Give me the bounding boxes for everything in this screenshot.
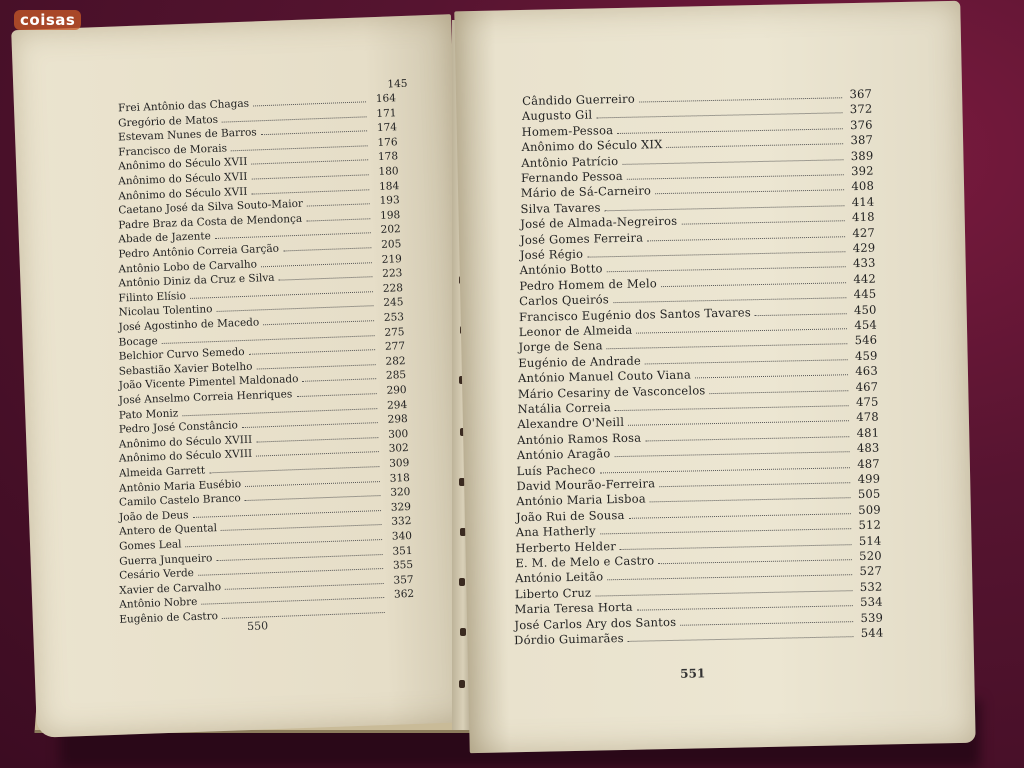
- leader-dots: [650, 498, 851, 503]
- entry-page: 300: [387, 427, 409, 441]
- entry-page: 539: [860, 610, 884, 625]
- entry-page: 512: [858, 517, 882, 533]
- entry-page: 387: [850, 132, 874, 148]
- binding-hole: [460, 628, 466, 636]
- left-page: [11, 14, 477, 738]
- leader-dots: [221, 524, 382, 531]
- leader-dots: [201, 597, 384, 605]
- entry-page: 298: [387, 413, 408, 426]
- entry-author: Sebastião Xavier Botelho: [118, 360, 253, 378]
- entry-author: Francisco Eugénio dos Santos Tavares: [518, 304, 751, 324]
- entry-author: Camilo Castelo Branco: [118, 492, 241, 509]
- entry-author: Francisco de Morais: [117, 142, 228, 159]
- entry-author: Filinto Elísio: [118, 289, 187, 305]
- entry-author: Antônio Maria Eusébio: [118, 477, 242, 495]
- entry-page: 302: [388, 442, 409, 456]
- leader-dots: [225, 583, 384, 590]
- leader-dots: [620, 544, 852, 550]
- leader-dots: [242, 422, 378, 428]
- entry-author: Estevam Nunes de Barros: [117, 126, 257, 144]
- leader-dots: [215, 233, 371, 240]
- entry-page: 433: [852, 256, 876, 271]
- entry-author: Cesário Verde: [119, 567, 195, 582]
- entry-page: 223: [382, 267, 403, 281]
- entry-author: Ana Hatherly: [515, 523, 596, 540]
- leader-dots: [661, 282, 846, 287]
- entry-author: António Maria Lisboa: [516, 491, 646, 509]
- leader-dots: [217, 306, 374, 313]
- entry-author: Xavier de Carvalho: [119, 580, 222, 597]
- leader-dots: [645, 436, 849, 441]
- entry-author: Liberto Cruz: [514, 585, 592, 602]
- entry-page: 546: [854, 332, 878, 348]
- entry-page: 372: [849, 102, 873, 117]
- leader-dots: [628, 636, 854, 642]
- leader-dots: [615, 451, 850, 457]
- entry-author: Anônimo do Século XIX: [521, 137, 663, 155]
- leader-dots: [296, 393, 376, 397]
- watermark-logo: coisas: [14, 10, 81, 30]
- entry-author: Eugênio de Castro: [119, 610, 219, 626]
- entry-author: Herberto Helder: [515, 538, 617, 555]
- entry-page: 505: [857, 486, 881, 502]
- entry-page: 219: [381, 252, 403, 266]
- entry-page: 184: [378, 179, 400, 193]
- entry-author: Pedro José Constâncio: [118, 419, 239, 436]
- entry-page: 427: [852, 225, 876, 240]
- leader-dots: [636, 328, 847, 333]
- entry-page: 389: [850, 148, 874, 163]
- entry-author: Augusto Gil: [521, 107, 593, 124]
- leader-dots: [257, 364, 376, 369]
- leader-dots: [222, 612, 385, 619]
- leader-dots: [655, 190, 844, 195]
- entry-author: Gomes Leal: [118, 538, 182, 553]
- entry-page: 459: [854, 348, 878, 363]
- entry-author: João de Deus: [118, 508, 189, 524]
- leader-dots: [647, 236, 845, 241]
- leader-dots: [261, 131, 367, 136]
- entry-author: José Carlos Ary dos Santos: [514, 614, 677, 632]
- entry-author: Antônio Patrício: [521, 153, 619, 170]
- leader-dots: [307, 203, 370, 206]
- entry-author: Carlos Queirós: [519, 292, 610, 309]
- entry-author: António Botto: [519, 261, 603, 278]
- entry-page: 514: [858, 533, 882, 548]
- entry-author: João Vicente Pimentel Maldonado: [118, 373, 299, 392]
- entry-author: António Leitão: [514, 569, 604, 586]
- entry-author: Belchior Curvo Semedo: [118, 346, 245, 363]
- leader-dots: [222, 116, 367, 122]
- entry-author: Pato Moniz: [118, 407, 179, 422]
- entry-author: Antero de Quental: [118, 522, 218, 539]
- entry-page: 329: [390, 500, 412, 514]
- entry-page: 475: [855, 394, 879, 410]
- leader-dots: [613, 297, 846, 303]
- entry-page: 376: [850, 117, 873, 132]
- entry-author: Anônimo do Século XVIII: [118, 448, 253, 466]
- entry-page: 478: [856, 409, 880, 425]
- entry-author: Alexandre O'Neill: [517, 415, 625, 432]
- leader-dots: [190, 291, 373, 299]
- entry-author: Eugénio de Andrade: [518, 353, 642, 370]
- entry-page: 527: [859, 563, 883, 579]
- entry-page: 534: [860, 594, 883, 610]
- entry-page: 202: [380, 223, 401, 237]
- left-top-page-number: 145: [387, 77, 408, 91]
- entry-page: 532: [859, 579, 883, 594]
- leader-dots: [605, 205, 845, 211]
- entry-author: José Agostinho de Macedo: [118, 316, 260, 334]
- entry-author: Pedro Antônio Correia Garção: [118, 242, 280, 261]
- entry-page: 450: [853, 302, 877, 317]
- leader-dots: [607, 267, 846, 273]
- entry-page: 445: [853, 286, 877, 302]
- entry-page: 414: [851, 194, 875, 209]
- leader-dots: [251, 160, 368, 165]
- leader-dots: [306, 218, 370, 221]
- leader-dots: [615, 405, 849, 411]
- leader-dots: [628, 421, 849, 427]
- leader-dots: [710, 390, 849, 394]
- entry-author: Luís Pacheco: [516, 462, 596, 478]
- entry-author: Dórdio Guimarães: [514, 630, 624, 648]
- leader-dots: [216, 554, 382, 561]
- entry-author: Fernando Pessoa: [520, 168, 624, 186]
- binding-hole: [459, 578, 465, 586]
- entry-author: Leonor de Almeida: [518, 322, 633, 340]
- entry-page: 487: [857, 456, 880, 471]
- entry-page: 467: [855, 379, 879, 394]
- entry-page: 367: [849, 86, 873, 102]
- leader-dots: [645, 359, 848, 364]
- leader-dots: [659, 482, 850, 487]
- entry-author: João Rui de Sousa: [515, 507, 625, 524]
- leader-dots: [283, 247, 371, 251]
- left-page-number: 550: [246, 619, 269, 634]
- entry-author: Antônio Nobre: [119, 596, 198, 612]
- leader-dots: [261, 262, 372, 267]
- entry-page: 454: [854, 317, 878, 333]
- entry-page: 340: [391, 529, 413, 543]
- leader-dots: [639, 97, 842, 102]
- entry-page: 174: [376, 121, 398, 135]
- entry-page: 277: [384, 340, 406, 353]
- right-page: [454, 1, 975, 753]
- leader-dots: [251, 174, 368, 179]
- leader-dots: [627, 174, 844, 180]
- entry-page: 442: [853, 271, 877, 286]
- entry-page: 483: [856, 440, 880, 456]
- entry-page: 275: [384, 325, 405, 339]
- entry-page: 193: [379, 194, 400, 208]
- leader-dots: [256, 437, 378, 442]
- entry-page: 245: [383, 296, 404, 310]
- entry-page: 355: [392, 559, 414, 572]
- leader-dots: [249, 349, 375, 355]
- leader-dots: [629, 513, 851, 519]
- entry-page: 253: [383, 311, 405, 324]
- entry-author: Maria Teresa Horta: [514, 599, 633, 617]
- leader-dots: [279, 276, 373, 280]
- leader-dots: [667, 143, 844, 148]
- leader-dots: [607, 344, 848, 350]
- entry-page: 357: [393, 573, 414, 587]
- entry-author: José de Almada-Negreiros: [520, 213, 678, 232]
- entry-page: 320: [390, 486, 411, 499]
- entry-author: Abade de Jazente: [118, 230, 212, 246]
- entry-author: Cândido Guerreiro: [522, 91, 636, 108]
- entry-author: David Mourão-Ferreira: [516, 476, 656, 494]
- entry-page: 463: [855, 363, 879, 379]
- leader-dots: [695, 374, 848, 378]
- leader-dots: [231, 145, 368, 151]
- leader-dots: [252, 189, 370, 194]
- leader-dots: [256, 451, 379, 456]
- leader-dots: [680, 621, 853, 626]
- leader-dots: [245, 495, 381, 501]
- entry-author: António Ramos Rosa: [517, 430, 642, 447]
- right-page-number: 551: [680, 666, 706, 681]
- entry-author: António Manuel Couto Viana: [517, 367, 692, 386]
- entry-page: 164: [375, 92, 397, 105]
- leader-dots: [209, 466, 379, 473]
- entry-page: 544: [860, 625, 884, 641]
- leader-dots: [245, 481, 380, 487]
- leader-dots: [637, 605, 853, 611]
- entry-page: 180: [378, 165, 399, 178]
- entry-page: 285: [385, 369, 407, 383]
- entry-author: Anônimo do Século XVIII: [118, 433, 253, 451]
- entry-page: 282: [385, 354, 406, 368]
- entry-author: Guerra Junqueiro: [118, 551, 213, 568]
- entry-page: 520: [859, 548, 882, 564]
- entry-page: 392: [851, 163, 874, 179]
- entry-author: Mário Cesariny de Vasconcelos: [517, 382, 706, 401]
- leader-dots: [622, 159, 843, 165]
- entry-author: Anônimo do Século XVII: [118, 156, 248, 173]
- entry-page: 176: [377, 136, 398, 149]
- leader-dots: [755, 313, 847, 316]
- entry-author: Jorge de Sena: [518, 338, 603, 355]
- entry-author: Nicolau Tolentino: [118, 303, 213, 319]
- entry-author: Silva Tavares: [520, 200, 601, 216]
- entry-author: Bocage: [118, 334, 158, 349]
- entry-author: Natália Correia: [517, 400, 612, 417]
- leader-dots: [658, 559, 852, 564]
- entry-author: Padre Braz da Costa de Mendonça: [118, 212, 303, 232]
- entry-page: 499: [857, 471, 881, 487]
- entry-author: Homem-Pessoa: [521, 122, 614, 139]
- entry-page: 290: [386, 384, 407, 397]
- entry-page: 228: [382, 281, 404, 295]
- entry-page: 509: [858, 502, 881, 517]
- entry-page: 418: [851, 209, 875, 225]
- entry-author: Antônio Diniz da Cruz e Silva: [118, 272, 275, 290]
- entry-author: Anônimo do Século XVII: [118, 170, 248, 188]
- leader-dots: [263, 320, 374, 325]
- entry-page: [389, 612, 415, 613]
- entry-page: 178: [377, 150, 399, 164]
- entry-author: Pedro Homem de Melo: [519, 275, 658, 293]
- entry-author: Caetano José da Silva Souto-Maior: [118, 197, 304, 217]
- entry-page: 309: [389, 457, 410, 470]
- entry-page: 351: [392, 544, 413, 558]
- leader-dots: [253, 101, 366, 106]
- entry-page: 481: [856, 425, 880, 440]
- entry-author: Almeida Garrett: [118, 464, 206, 480]
- entry-author: Anônimo do Século XVII: [118, 185, 248, 203]
- entry-author: Mário de Sá-Carneiro: [520, 183, 652, 201]
- binding-hole: [459, 680, 465, 688]
- entry-page: 294: [386, 398, 408, 412]
- entry-page: 171: [376, 106, 397, 120]
- entry-page: 429: [852, 240, 876, 256]
- entry-page: 408: [851, 179, 875, 194]
- leader-dots: [681, 220, 844, 224]
- entry-page: 205: [381, 238, 402, 251]
- entry-author: António Aragão: [516, 446, 611, 463]
- leader-dots: [617, 128, 843, 134]
- entry-author: José Régio: [519, 246, 584, 263]
- leader-dots: [303, 379, 377, 383]
- entry-page: 362: [393, 588, 415, 602]
- entry-page: 332: [391, 515, 412, 529]
- entry-page: 318: [389, 471, 411, 485]
- entry-author: José Gomes Ferreira: [519, 230, 644, 247]
- entry-page: 198: [379, 208, 401, 222]
- entry-author: Gregório de Matos: [117, 113, 219, 130]
- entry-author: E. M. de Melo e Castro: [515, 553, 655, 571]
- entry-author: José Anselmo Correia Henriques: [118, 388, 293, 407]
- entry-author: Frei Antônio das Chagas: [117, 97, 250, 115]
- entry-author: Antônio Lobo de Carvalho: [118, 258, 258, 276]
